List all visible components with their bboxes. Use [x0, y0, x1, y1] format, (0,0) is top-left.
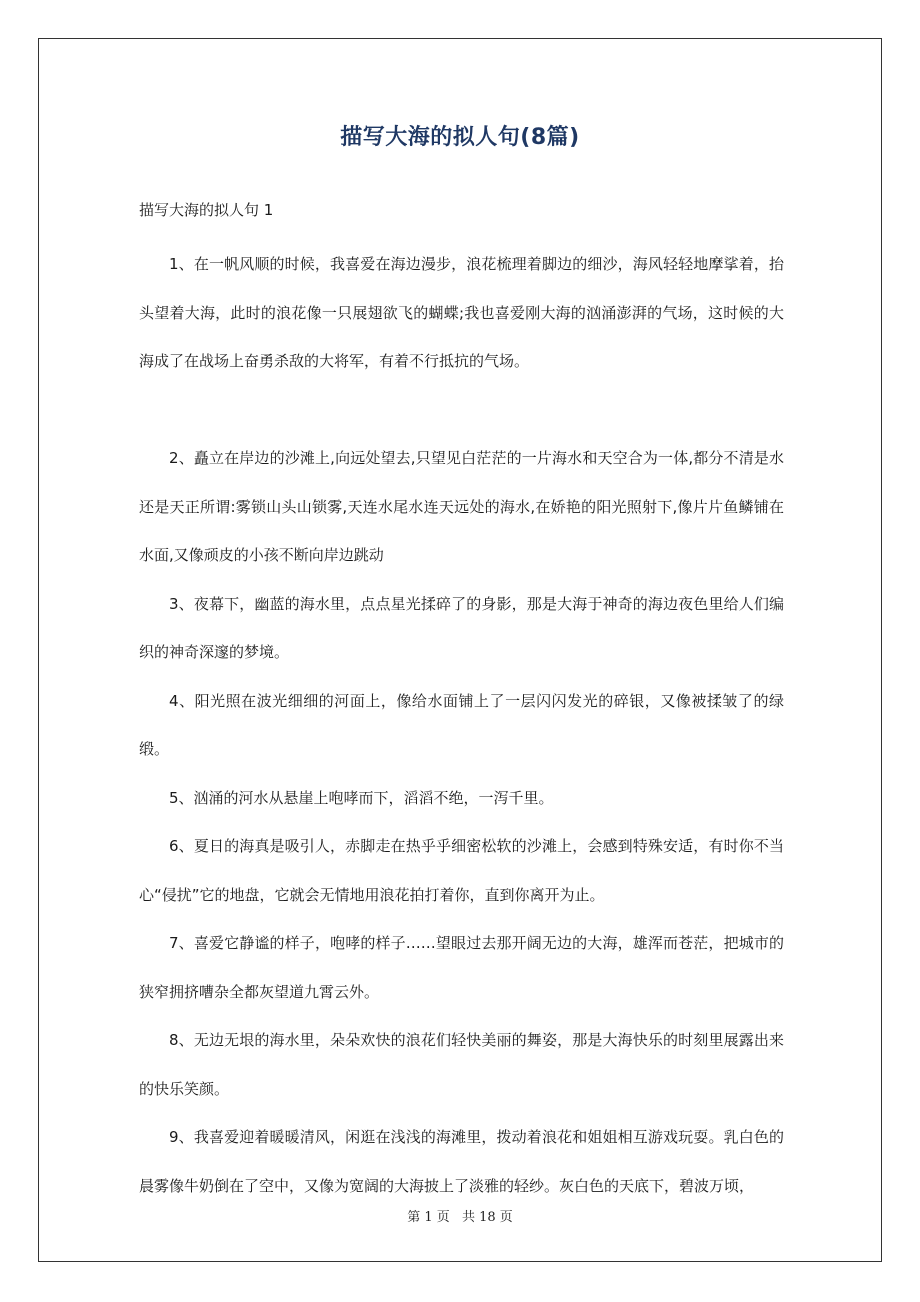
document-title: 描写大海的拟人句(8篇)	[340, 125, 580, 150]
document-body	[139, 240, 784, 1210]
paragraph-2: 2、矗立在岸边的沙滩上,向远处望去,只望见白茫茫的一片海水和天空合为一体,都分不清是水还是天正所谓:雾锁山头山锁雾,天连水尾水连天远处的海水,在娇艳的阳光照射下,像片片鱼鳞铺在水面,又像顽皮的小孩不断向岸边跳动	[139, 449, 784, 564]
paragraph-6: 6、夏日的海真是吸引人，赤脚走在热乎乎细密松软的沙滩上，会感到特殊安适，有时你不当心“侵扰”它的地盘，它就会无情地用浪花拍打着你，直到你离开为止。	[139, 837, 784, 904]
paragraph-9: 9、我喜爱迎着暖暖清风，闲逛在浅浅的海滩里，拨动着浪花和姐姐相互游戏玩耍。乳白色的晨雾像牛奶倒在了空中，又像为宽阔的大海披上了淡雅的轻纱。灰白色的天底下，碧波万顷，	[139, 1128, 784, 1195]
paragraph-7: 7、喜爱它静谧的样子，咆哮的样子……望眼过去那开阔无边的大海，雄浑而苍茫，把城市的狭窄拥挤嘈杂全都灰望道九霄云外。	[139, 934, 784, 1001]
paragraph-1: 1、在一帆风顺的时候，我喜爱在海边漫步，浪花梳理着脚边的细沙，海风轻轻地摩挲着，抬头望着大海，此时的浪花像一只展翅欲飞的蝴蝶;我也喜爱刚大海的汹涌澎湃的气场，这时候的大海成了在战场上奋勇杀敌的大将军，有着不行抵抗的气场。	[139, 255, 784, 370]
paragraph-5: 5、汹涌的河水从悬崖上咆哮而下，滔滔不绝，一泻千里。	[169, 788, 554, 807]
section-heading: 描写大海的拟人句 1	[139, 201, 274, 219]
page-number: 第 1 页	[407, 1210, 450, 1225]
paragraph-3: 3、夜幕下，幽蓝的海水里，点点星光揉碎了的身影，那是大海于神奇的海边夜色里给人们编织的神奇深邃的梦境。	[139, 594, 784, 661]
paragraph-4: 4、阳光照在波光细细的河面上，像给水面铺上了一层闪闪发光的碎银，又像被揉皱了的绿缎。	[139, 691, 784, 758]
paragraph-8: 8、无边无垠的海水里，朵朵欢快的浪花们轻快美丽的舞姿，那是大海快乐的时刻里展露出来的快乐笑颜。	[139, 1031, 784, 1098]
page-total: 共 18 页	[461, 1210, 513, 1225]
page-footer	[0, 1206, 920, 1225]
